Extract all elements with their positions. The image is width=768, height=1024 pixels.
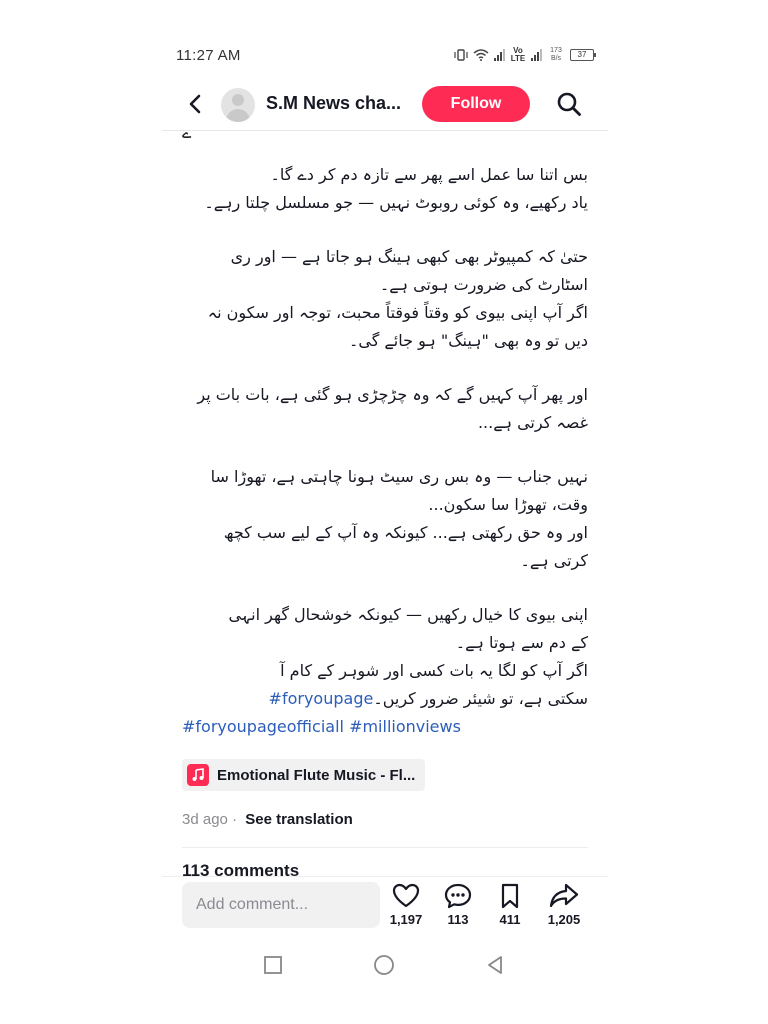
recent-apps-icon[interactable] xyxy=(262,954,284,976)
music-chip[interactable] xyxy=(182,759,425,791)
system-nav-bar xyxy=(162,940,608,990)
back-arrow-icon[interactable] xyxy=(184,92,208,116)
caption-line: کے دم سے ہوتا ہے۔ xyxy=(455,633,588,652)
caption-line: اگر آپ اپنی بیوی کو وقتاً فوقتاً محبت، توجہ اور سکون نہ xyxy=(207,303,588,322)
post-meta xyxy=(182,811,353,828)
share-arrow-icon xyxy=(549,883,579,909)
caption-paragraph xyxy=(182,161,588,217)
caption-line: غصہ کرتی ہے... xyxy=(477,413,588,432)
home-icon[interactable] xyxy=(373,954,395,976)
phone-screen xyxy=(162,35,608,990)
caption-line: اسٹارٹ کی ضرورت ہوتی ہے۔ xyxy=(379,275,588,294)
caption-last-line: سکتی ہے، تو شیئر ضرور کریں۔ xyxy=(373,689,588,708)
caption-line: اور وہ حق رکھتی ہے... کیونکہ وہ آپ کے لیے سب کچھ xyxy=(223,523,588,542)
hashtag-link[interactable]: #foryoupageofficiall xyxy=(182,717,344,736)
hashtag-link[interactable]: #millionviews xyxy=(349,717,461,736)
caption-paragraph xyxy=(182,381,588,437)
top-bar xyxy=(162,80,608,131)
caption-line: حتیٰ کہ کمپیوٹر بھی کبھی ہینگ ہو جاتا ہے — اور ری xyxy=(230,247,588,266)
like-count: 1,197 xyxy=(389,912,423,927)
add-comment-input[interactable] xyxy=(182,882,380,928)
hashtag-link[interactable]: #foryoupage xyxy=(268,689,374,708)
comment-count: 113 xyxy=(447,912,469,927)
save-count: 411 xyxy=(499,912,521,927)
post-content xyxy=(162,131,608,876)
caption-line: یاد رکھیے، وہ کوئی روبوٹ نہیں — جو مسلسل چلتا رہے۔ xyxy=(204,193,588,212)
music-label: Emotional Flute Music - Fl... xyxy=(217,766,416,784)
network-speed: 173 B/s xyxy=(550,47,562,62)
time-ago: 3d ago xyxy=(182,811,228,828)
caption-line: کرتی ہے۔ xyxy=(520,551,588,570)
caption-line xyxy=(182,685,588,713)
search-icon[interactable] xyxy=(556,91,582,117)
share-button[interactable] xyxy=(542,883,586,927)
share-count: 1,205 xyxy=(547,912,581,927)
back-nav-icon[interactable] xyxy=(484,954,506,976)
bottom-action-bar xyxy=(162,876,608,937)
status-time: 11:27 AM xyxy=(176,47,241,64)
caption-line: اپنی بیوی کا خیال رکھیں — کیونکہ خوشحال گھر انہی xyxy=(228,605,588,624)
signal-icon-2 xyxy=(531,49,542,61)
see-translation-link[interactable]: See translation xyxy=(245,811,353,828)
wifi-icon xyxy=(473,49,489,61)
hashtag-row xyxy=(182,713,588,741)
vibrate-icon xyxy=(454,49,468,61)
status-icons xyxy=(454,47,594,63)
caption-line: بس اتنا سا عمل اسے پھر سے تازہ دم کر دے گا۔ xyxy=(270,165,588,184)
comment-bubble-icon xyxy=(444,883,472,909)
caption-line: دیں تو وہ بھی "ہینگ" ہو جائے گی۔ xyxy=(349,331,588,350)
volte-indicator: Vo LTE xyxy=(510,46,526,63)
avatar[interactable] xyxy=(221,88,255,122)
battery-icon: 37 xyxy=(570,49,594,61)
caption-line: نہیں جناب — وہ بس ری سیٹ ہونا چاہتی ہے، تھوڑا سا xyxy=(210,467,588,486)
signal-icon-1 xyxy=(494,49,505,61)
follow-button[interactable]: Follow xyxy=(422,86,530,122)
caption-line: اگر آپ کو لگا یہ بات کسی اور شوہر کے کام آ xyxy=(280,661,588,680)
divider xyxy=(182,847,588,848)
like-button[interactable] xyxy=(384,883,428,927)
caption-line: اور پھر آپ کہیں گے کہ وہ چڑچڑی ہو گئی ہے، بات بات پر xyxy=(197,385,588,404)
cut-text: ے xyxy=(182,131,192,142)
comments-count: 113 comments xyxy=(182,861,300,876)
caption-paragraph xyxy=(182,463,588,575)
comment-button[interactable] xyxy=(436,883,480,927)
bookmark-icon xyxy=(496,883,524,909)
caption xyxy=(182,161,588,741)
channel-name[interactable]: S.M News cha... xyxy=(266,93,402,113)
caption-paragraph xyxy=(182,243,588,355)
save-button[interactable] xyxy=(488,883,532,927)
caption-paragraph xyxy=(182,601,588,741)
meta-separator: · xyxy=(232,811,238,828)
caption-line: وقت، تھوڑا سا سکون... xyxy=(428,495,588,514)
status-bar xyxy=(162,35,608,77)
music-note-icon xyxy=(187,764,209,786)
heart-icon xyxy=(392,883,420,909)
